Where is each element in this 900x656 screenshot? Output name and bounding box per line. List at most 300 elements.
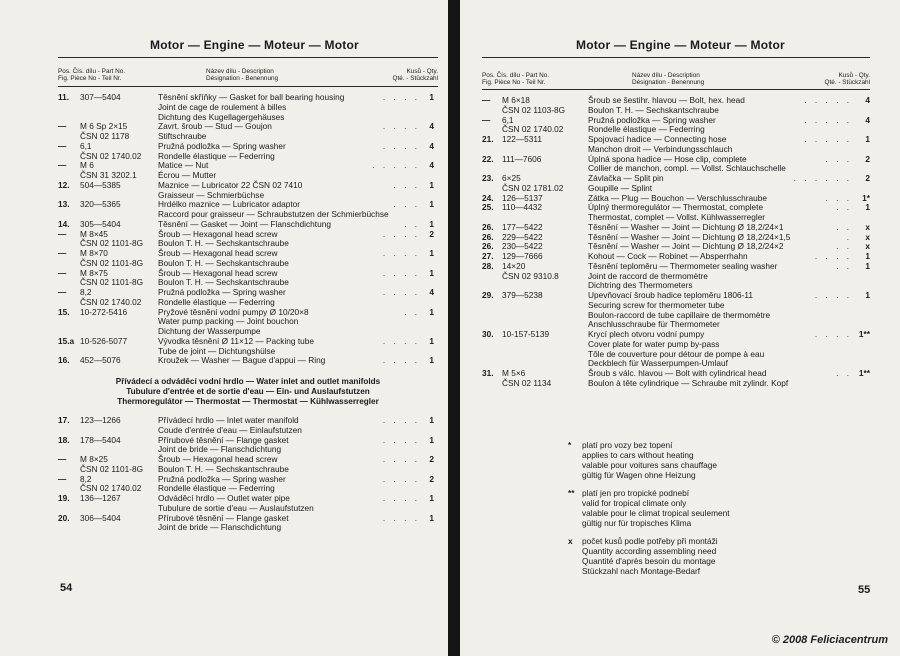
part-description: Dichtung der Wasserpumpe xyxy=(158,326,261,336)
leader-dots: . . . . xyxy=(382,335,420,346)
part-row xyxy=(482,251,870,261)
section-heading-line1: Přívádecí a odváděcí vodní hrdlo — Water inlet and outlet manifolds xyxy=(115,377,381,386)
quantity: 1 xyxy=(429,335,434,346)
part-row xyxy=(58,454,434,464)
part-description: Šroub — Hexagonal head screw xyxy=(158,228,278,239)
part-row xyxy=(482,271,870,281)
part-row xyxy=(58,141,434,151)
pos-number: 26. xyxy=(482,241,494,252)
pos-number: — xyxy=(58,140,67,151)
pos-number: 12. xyxy=(58,179,70,190)
left-header-part-line2: Fig. Pièce No - Teil Nr. xyxy=(58,75,122,82)
part-number: 305—5404 xyxy=(80,218,121,229)
footnote-line: Quantité d'après besoin du montage xyxy=(582,556,716,566)
part-number: 111—7606 xyxy=(502,153,542,164)
pos-number: 21. xyxy=(482,134,494,144)
part-description: Šroub s válc. hlavou — Bolt with cylindrical head xyxy=(588,368,767,378)
leader-dots: . . . . xyxy=(382,228,420,239)
part-row xyxy=(58,248,434,258)
part-row-continuation xyxy=(482,144,870,154)
part-row xyxy=(58,287,434,297)
part-description: Collier de manchon, compl. — Vollst. Schlauchschelle xyxy=(588,163,786,174)
part-number: 126—5137 xyxy=(502,192,543,203)
pos-number: — xyxy=(58,454,67,464)
part-number: 14×20 xyxy=(502,260,526,271)
part-description: Tubulure de sortie d'eau — Auslaufstutzen xyxy=(158,502,314,513)
part-description: Těsnění — Washer — Joint — Dichtung Ø 18,2/24×1 xyxy=(588,221,784,232)
part-row-continuation xyxy=(482,319,870,329)
part-description: Graisseur — Schmierbüchse xyxy=(158,189,265,200)
part-description: Šroub — Hexagonal head screw xyxy=(158,454,278,464)
pos-number: 24. xyxy=(482,192,494,203)
part-row xyxy=(58,199,434,209)
leader-dots: . . xyxy=(836,260,852,271)
part-row-continuation xyxy=(482,300,870,310)
part-description: Securing screw for thermometer tube xyxy=(588,299,725,310)
part-number: ČSN 02 1101-8G xyxy=(80,257,144,268)
part-row xyxy=(482,290,870,300)
part-row xyxy=(482,241,870,251)
part-description: Rondelle élastique — Federring xyxy=(158,150,275,161)
part-description: Rondelle élastique — Federring xyxy=(588,124,705,135)
left-header-qty xyxy=(393,68,438,82)
part-row xyxy=(58,131,434,141)
footnote-mark: * xyxy=(568,440,572,450)
part-description: Úplný thermoregulátor — Thermostat, complete xyxy=(588,202,764,213)
part-description: Šroub — Hexagonal head screw xyxy=(158,267,278,278)
part-row xyxy=(58,160,434,170)
part-number: 229—5422 xyxy=(502,231,543,242)
part-description: Rondelle élastique — Federring xyxy=(158,483,275,494)
leader-dots: . . xyxy=(836,221,852,232)
leader-dots: . . . . xyxy=(382,493,420,503)
part-description: Tube de joint — Dichtungshülse xyxy=(158,345,276,356)
part-description: Kohout — Cock — Robinet — Absperrhahn xyxy=(588,251,748,261)
quantity: 2 xyxy=(865,153,870,164)
part-description: Těsnění — Washer — Joint — Dichtung Ø 18,2/24×1,5 xyxy=(588,231,791,242)
quantity: 2 xyxy=(429,454,434,464)
leader-dots: . . xyxy=(404,306,420,317)
footnote xyxy=(568,488,730,528)
part-description: Pružná podložka — Spring washer xyxy=(158,473,286,484)
right-header-part-line1: Pos. Čís. dílu - Part No. xyxy=(482,72,550,79)
part-row-continuation xyxy=(58,444,434,454)
part-number: 6,1 xyxy=(80,140,92,151)
part-row-continuation xyxy=(58,503,434,513)
part-row xyxy=(58,307,434,317)
part-description: Joint de raccord de thermomètre xyxy=(588,270,708,281)
part-row-continuation xyxy=(58,190,434,200)
footnote-line: gültig nur für tropisches Klima xyxy=(582,518,692,528)
leader-dots: . . xyxy=(836,241,852,252)
part-number: 6,1 xyxy=(502,114,514,125)
part-row xyxy=(482,154,870,164)
leader-dots: . . . . xyxy=(382,267,420,278)
left-header-rule xyxy=(58,86,438,87)
footnote-line: Quantity according assembling need xyxy=(582,546,717,556)
quantity: 1 xyxy=(429,179,434,190)
quantity: x xyxy=(865,241,870,252)
part-number: 10-526-5077 xyxy=(80,335,128,346)
pos-number: — xyxy=(482,114,491,125)
leader-dots: . xyxy=(846,231,852,242)
part-row xyxy=(58,92,434,102)
part-description: Pryžové těsnění vodní pumpy Ø 10/20×8 xyxy=(158,306,309,317)
part-number: ČSN 02 1781.02 xyxy=(502,182,564,193)
part-description: Raccord pour graisseur — Schraubstutzen der Schmierbüchse xyxy=(158,209,389,219)
part-number: M 8×45 xyxy=(80,228,108,239)
part-description: Maznice — Lubricator 22 ČSN 02 7410 xyxy=(158,179,303,190)
leader-dots: . . . . xyxy=(382,473,420,484)
footnote-line: počet kusů podle potřeby při montáži xyxy=(582,536,718,546)
part-number: M 8×75 xyxy=(80,267,108,278)
part-description: Water pump packing — Joint bouchon xyxy=(158,316,299,327)
quantity: 1 xyxy=(429,248,434,258)
part-row xyxy=(58,513,434,523)
part-description: Pružná podložka — Spring washer xyxy=(158,287,286,297)
part-description: Écrou — Mutter xyxy=(158,170,217,180)
part-number: 110—4432 xyxy=(502,202,542,213)
part-description: Zátka — Plug — Bouchon — Verschlusschraube xyxy=(588,192,767,203)
part-number: 136—1267 xyxy=(80,493,121,503)
part-description: Joint de bride — Flanschdichtung xyxy=(158,522,282,533)
part-row xyxy=(482,378,870,388)
pos-number: — xyxy=(58,267,67,278)
pos-number: — xyxy=(58,160,67,171)
part-number: ČSN 02 1101-8G xyxy=(80,463,144,474)
pos-number: 28. xyxy=(482,260,494,271)
right-page-number: 55 xyxy=(858,584,871,596)
footnote-line: platí pro vozy bez topení xyxy=(582,440,673,450)
footnote-mark: ** xyxy=(568,488,575,498)
part-row xyxy=(58,435,434,445)
part-row-continuation xyxy=(58,102,434,112)
pos-number: 30. xyxy=(482,329,494,339)
right-page xyxy=(460,0,900,656)
right-title-rule xyxy=(482,57,870,58)
quantity: 4 xyxy=(865,95,870,105)
left-page-title: Motor — Engine — Moteur — Motor xyxy=(150,38,359,52)
quantity: 2 xyxy=(429,228,434,239)
part-description: Coude d'entrée d'eau — Einlaufstutzen xyxy=(158,424,302,435)
part-description: Anschlusschraube für Thermometer xyxy=(588,319,720,330)
part-row xyxy=(58,277,434,287)
quantity: 2 xyxy=(429,473,434,484)
part-row xyxy=(58,336,434,346)
right-header-part xyxy=(482,72,549,86)
part-number: 6×25 xyxy=(502,173,521,183)
part-description: Šroub se šestihr. hlavou — Bolt, hex. head xyxy=(588,95,745,105)
part-row-continuation xyxy=(58,112,434,122)
part-row xyxy=(58,121,434,131)
part-number: ČSN 02 1178 xyxy=(80,131,130,141)
quantity: 1 xyxy=(429,218,434,229)
part-description: Rondelle élastique — Federring xyxy=(158,296,275,307)
quantity: 1 xyxy=(429,92,434,102)
part-row xyxy=(482,95,870,105)
part-row xyxy=(58,258,434,268)
leader-dots: . . . . . xyxy=(804,114,852,125)
part-row xyxy=(482,193,870,203)
part-number: ČSN 02 1740.02 xyxy=(502,124,564,135)
part-row-continuation xyxy=(58,316,434,326)
footnote xyxy=(568,536,718,576)
part-number: 379—5238 xyxy=(502,290,543,300)
pos-number: 29. xyxy=(482,290,494,300)
pos-number: 13. xyxy=(58,199,70,210)
part-row xyxy=(482,368,870,378)
footnote-mark: x xyxy=(568,536,573,546)
part-row xyxy=(482,202,870,212)
quantity: 1 xyxy=(865,251,870,261)
part-description: Boulon T. H. — Sechskantschraube xyxy=(158,238,289,249)
copyright-notice: © 2008 Feliciacentrum xyxy=(771,634,888,646)
quantity: 1** xyxy=(858,329,870,339)
part-number: M 6 xyxy=(80,160,94,171)
pos-number: 17. xyxy=(58,415,70,425)
part-row xyxy=(58,297,434,307)
quantity: 2 xyxy=(865,173,870,183)
part-row-continuation xyxy=(58,522,434,532)
part-row xyxy=(58,170,434,180)
part-description: Hrdélko maznice — Lubricator adaptor xyxy=(158,199,301,210)
leader-dots: . . . . . . xyxy=(793,173,852,183)
leader-dots: . . . . xyxy=(382,92,420,102)
part-row xyxy=(58,415,434,425)
left-page-number: 54 xyxy=(60,582,73,594)
footnote xyxy=(568,440,717,480)
leader-dots: . . . . . xyxy=(372,160,420,171)
part-number: 306—5404 xyxy=(80,512,121,523)
left-page xyxy=(0,0,448,656)
part-row-continuation xyxy=(58,425,434,435)
footnote-line: valable pour le climat tropical seulement xyxy=(582,508,730,518)
left-section-heading xyxy=(58,377,438,407)
part-description: Thermostat, complet — Vollst. Kühlwasserregler xyxy=(588,212,766,222)
part-row-continuation xyxy=(482,358,870,368)
leader-dots: . . . . xyxy=(382,287,420,297)
quantity: 4 xyxy=(429,121,434,132)
part-description: Cover plate for water pump by-pass xyxy=(588,338,720,349)
part-number: M 6 Sp 2×15 xyxy=(80,121,128,132)
part-description: Boulon-raccord de tube capillaire de thermomètre xyxy=(588,309,771,320)
part-row xyxy=(58,151,434,161)
leader-dots: . . . . xyxy=(382,434,420,445)
part-description: Kroužek — Washer — Bague d'appui — Ring xyxy=(158,355,326,366)
part-number: M 6×18 xyxy=(502,95,530,105)
part-number: ČSN 02 1740.02 xyxy=(80,150,142,161)
leader-dots: . . . . . xyxy=(804,95,852,105)
part-number: 452—5076 xyxy=(80,355,121,366)
part-row-continuation xyxy=(58,346,434,356)
part-row-continuation xyxy=(58,326,434,336)
leader-dots: . . . . xyxy=(814,329,852,339)
quantity: 4 xyxy=(429,140,434,151)
part-description: Pružná podložka — Spring washer xyxy=(158,140,286,151)
part-description: Přírubové těsnění — Flange gasket xyxy=(158,512,289,523)
quantity: 1 xyxy=(865,260,870,271)
part-description: Joint de bride — Flanschdichtung xyxy=(158,444,282,455)
part-description: Deckblech für Wasserpumpen-Umlauf xyxy=(588,358,728,369)
part-row xyxy=(482,183,870,193)
quantity: 1 xyxy=(429,434,434,445)
leader-dots: . . . . xyxy=(814,290,852,300)
quantity: 1 xyxy=(865,134,870,144)
part-description: Těsnění teploměru — Thermometer sealing washer xyxy=(588,260,778,271)
part-row xyxy=(482,329,870,339)
quantity: 4 xyxy=(429,160,434,171)
right-header-qty xyxy=(798,72,870,86)
leader-dots: . . . xyxy=(825,153,852,164)
part-description: Tôle de couverture pour détour de pompe à eau xyxy=(588,348,765,359)
footnote-line: gültig für Wagen ohne Heizung xyxy=(582,470,696,480)
part-row-continuation xyxy=(482,163,870,173)
quantity: 1 xyxy=(429,267,434,278)
right-header-desc-line2: Désignation - Benennung xyxy=(632,79,705,86)
part-description: Krycí plech otvoru vodní pumpy xyxy=(588,329,705,339)
pos-number: 11. xyxy=(58,92,70,102)
part-row xyxy=(58,268,434,278)
pos-number: 15. xyxy=(58,306,70,317)
pos-number: — xyxy=(58,121,67,132)
part-number: M 5×6 xyxy=(502,368,526,378)
leader-dots: . . xyxy=(404,218,420,229)
quantity: 1 xyxy=(865,202,870,213)
footnote-line: valid for tropical climate only xyxy=(582,498,687,508)
part-row xyxy=(482,134,870,144)
leader-dots: . . . . . xyxy=(804,134,852,144)
part-row xyxy=(482,105,870,115)
right-header-description xyxy=(632,72,704,86)
left-header-desc-line1: Název dílu - Description xyxy=(206,68,274,75)
quantity: 1** xyxy=(858,368,870,378)
pos-number: — xyxy=(58,228,67,239)
part-number: M 8×70 xyxy=(80,248,108,258)
part-number: ČSN 02 1101-8G xyxy=(80,238,144,249)
left-header-qty-line1: Kusů - Qty. xyxy=(406,68,438,75)
part-number: 129—7666 xyxy=(502,251,543,261)
part-row xyxy=(58,219,434,229)
part-number: 8,2 xyxy=(80,473,92,484)
pos-number: 15.a xyxy=(58,335,75,346)
quantity: x xyxy=(865,231,870,242)
part-number: 8,2 xyxy=(80,287,92,297)
pos-number: — xyxy=(58,473,67,484)
right-header-qty-line2: Qté. - Stückzahl xyxy=(824,79,870,86)
part-description: Boulon T. H. — Sechskantschraube xyxy=(158,277,289,288)
part-row-continuation xyxy=(482,280,870,290)
quantity: 1 xyxy=(429,199,434,210)
part-description: Přívádecí hrdlo — Inlet water manifold xyxy=(158,415,299,425)
part-row-continuation xyxy=(482,339,870,349)
part-number: 178—5404 xyxy=(80,434,121,445)
part-description: Pružná podložka — Spring washer xyxy=(588,114,716,125)
part-row xyxy=(58,483,434,493)
part-description: Goupille — Splint xyxy=(588,182,653,193)
quantity: 1 xyxy=(429,493,434,503)
part-row xyxy=(58,180,434,190)
part-number: 307—5404 xyxy=(80,92,121,102)
part-number: ČSN 02 1101-8G xyxy=(80,277,144,288)
part-number: ČSN 02 1740.02 xyxy=(80,483,142,494)
footnote-line: applies to cars without heating xyxy=(582,450,694,460)
part-number: ČSN 02 1134 xyxy=(502,377,552,388)
footnote-line: Stückzahl nach Montage-Bedarf xyxy=(582,566,701,576)
part-description: Dichtung des Kugellagergehäuses xyxy=(158,111,285,122)
leader-dots: . . . . xyxy=(382,248,420,258)
quantity: 1 xyxy=(429,512,434,523)
part-number: 123—1266 xyxy=(80,415,121,425)
part-row xyxy=(482,261,870,271)
part-number: 10-272-5416 xyxy=(80,306,128,317)
leader-dots: . . . xyxy=(393,199,420,210)
quantity: 1 xyxy=(429,355,434,366)
part-row xyxy=(482,173,870,183)
quantity: 1* xyxy=(862,192,870,203)
left-header-part xyxy=(58,68,125,82)
part-description: Těsnění — Gasket — Joint — Flanschdichtung xyxy=(158,218,331,229)
part-row xyxy=(58,464,434,474)
part-description: Přírubové těsnění — Flange gasket xyxy=(158,434,289,445)
leader-dots: . . xyxy=(836,202,852,213)
leader-dots: . . . . xyxy=(382,415,420,425)
part-description: Matice — Nut xyxy=(158,160,209,171)
part-number: 122—5311 xyxy=(502,134,542,144)
part-number: ČSN 02 9310.8 xyxy=(502,270,559,281)
left-title-rule xyxy=(58,57,438,58)
part-number: ČSN 31 3202.1 xyxy=(80,170,137,180)
part-description: Těsnění — Washer — Joint — Dichtung Ø 18,2/24×2 xyxy=(588,241,784,252)
part-description: Upevňovací šroub hadice teploměru 1806-11 xyxy=(588,290,753,300)
part-row xyxy=(482,222,870,232)
part-row xyxy=(58,238,434,248)
quantity: x xyxy=(865,221,870,232)
footnote-line: valable pour voitures sans chauffage xyxy=(582,460,717,470)
pos-number: — xyxy=(58,287,67,297)
quantity: 4 xyxy=(865,114,870,125)
part-number: 177—5422 xyxy=(502,221,543,232)
pos-number: — xyxy=(482,95,491,105)
leader-dots: . . . . xyxy=(382,512,420,523)
pos-number: 25. xyxy=(482,202,494,213)
quantity: 1 xyxy=(865,290,870,300)
part-description: Stiftschraube xyxy=(158,131,207,141)
left-header-description xyxy=(206,68,278,82)
part-row xyxy=(58,474,434,484)
part-description: Boulon T. H. — Sechskantschraube xyxy=(158,463,289,474)
leader-dots: . . . . xyxy=(814,251,852,261)
part-description: Šroub — Hexagonal head screw xyxy=(158,248,278,258)
quantity: 1 xyxy=(429,306,434,317)
leader-dots: . . . . xyxy=(382,355,420,366)
part-description: Spojovací hadice — Connecting hose xyxy=(588,134,727,144)
right-page-title: Motor — Engine — Moteur — Motor xyxy=(576,38,785,52)
leader-dots: . . . . xyxy=(382,121,420,132)
part-description: Boulon T. H. — Sechskantschraube xyxy=(158,257,289,268)
part-row xyxy=(58,493,434,503)
part-description: Manchon droit — Verbindungsschlauch xyxy=(588,143,733,154)
quantity: 4 xyxy=(429,287,434,297)
leader-dots: . . . . xyxy=(382,454,420,464)
right-header-qty-line1: Kusů - Qty. xyxy=(838,72,870,79)
pos-number: 23. xyxy=(482,173,494,183)
part-number: 230—5422 xyxy=(502,241,543,252)
part-description: Úplná spona hadice — Hose clip, complete xyxy=(588,153,747,164)
part-number: M 8×25 xyxy=(80,454,108,464)
pos-number: 31. xyxy=(482,368,494,378)
part-description: Zavrt. šroub — Stud — Goujon xyxy=(158,121,272,132)
part-number: 504—5385 xyxy=(80,179,121,190)
